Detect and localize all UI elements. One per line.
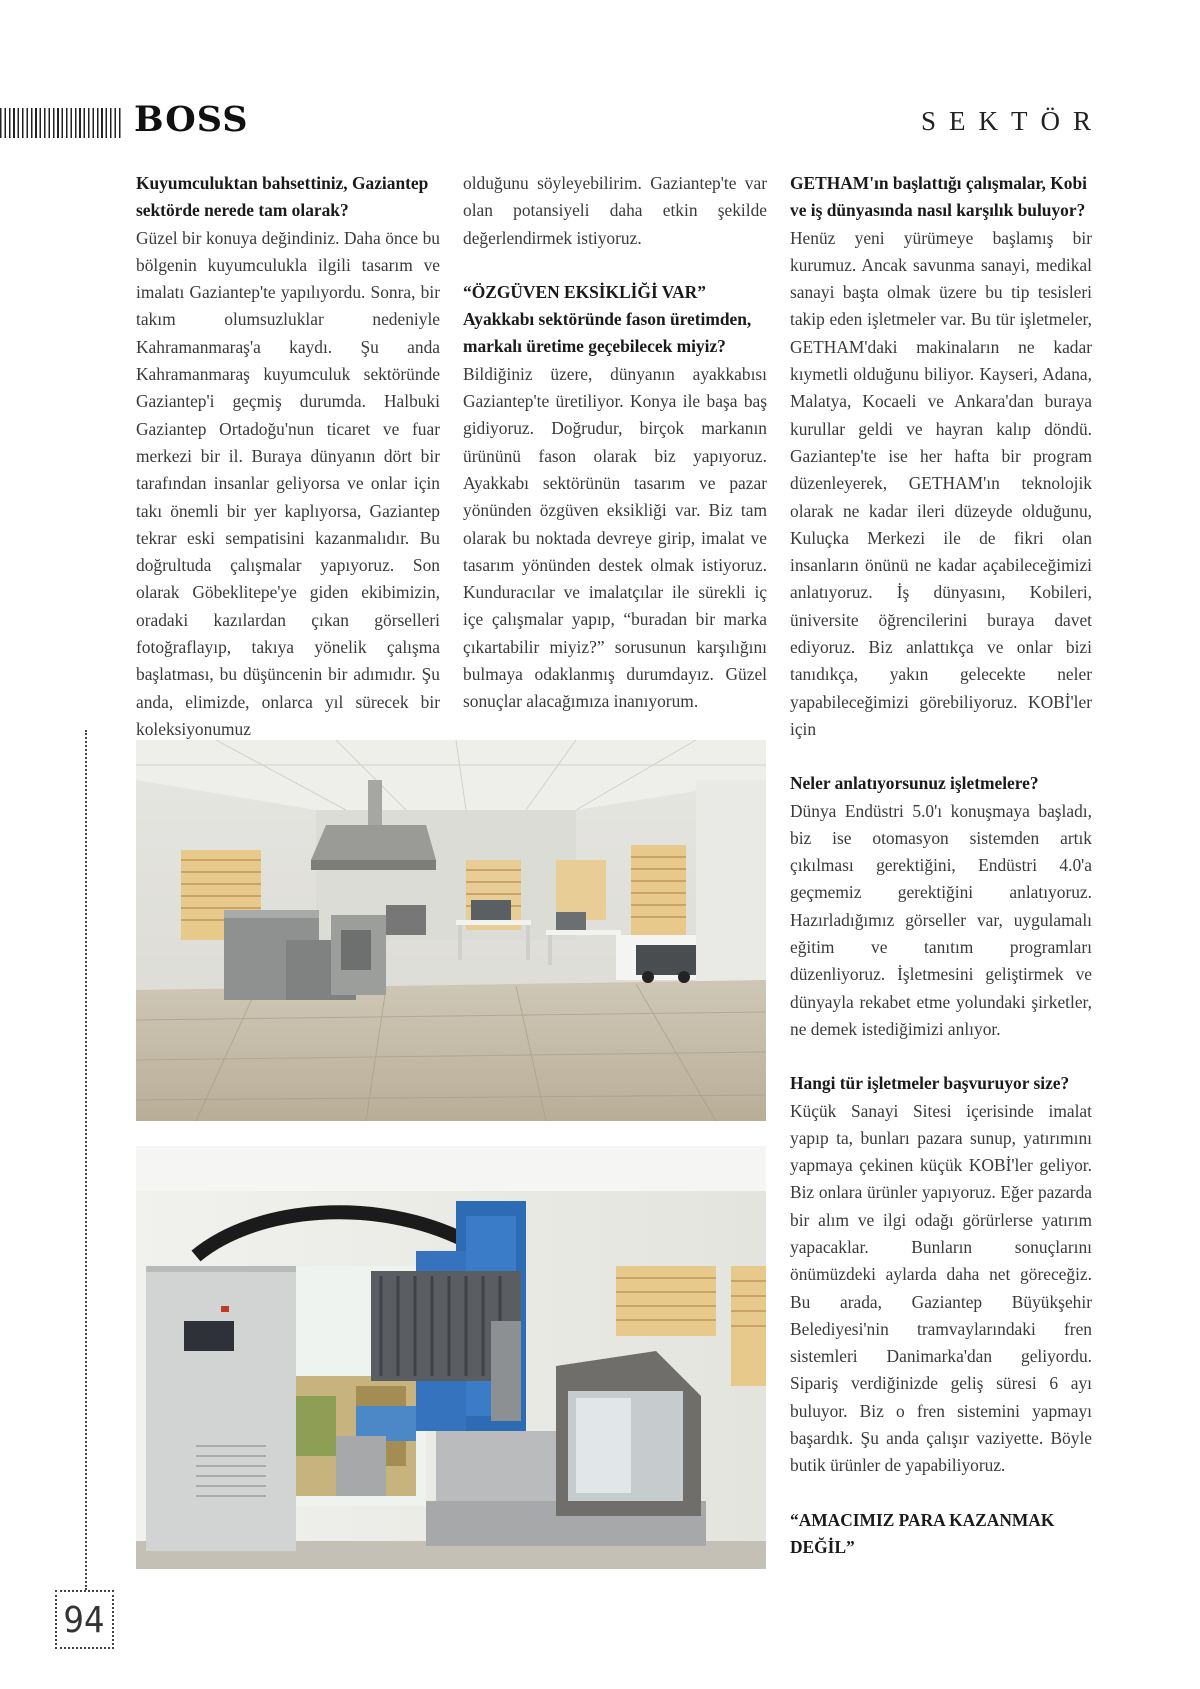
interview-question: Kuyumculuktan bahsettiniz, Gaziantep sektörde nerede tam olarak? <box>136 173 429 221</box>
paragraph-gap <box>790 743 1092 770</box>
answer-paragraph: Güzel bir konuya değindiniz. Daha önce bu bölgenin kuyumculukla ilgili tasarım ve imalatı Gaziantep'te yapılıyordu. Sonra, bir takım olumsuzluklar nedeniyle Kahramanmaraş'a kaydı. Şu anda Kahramanmaraş kuyumculuk sektöründe Gaziantep'i geçmiş durumda. Halbuki Gaziantep Ortadoğu'nun ticaret ve fuar merkezi bir il. Buraya dünyanın dört bir tarafından insanlar geliyorsa ve onlar için takı önemli bir yer kaplıyorsa, Gaziantep tekrar eski sempatisini kazanmalıdır. Bu doğrultuda çalışmalar yapıyoruz. Son olarak Göbeklitepe'ye giden ekibimizin, oradaki kazılardan çıkan görselleri fotoğraflayıp, takıya yönelik çalışma başlatması, bu düşüncenin bir adımıdır. Şu anda, elimizde, onlarca yıl sürecek bir koleksiyonumuz <box>136 227 440 739</box>
section-title: SEKTÖR <box>920 106 1104 136</box>
subheading: “ÖZGÜVEN EKSİKLİĞİ VAR” <box>463 281 706 302</box>
answer-paragraph: Küçük Sanayi Sitesi içerisinde imalat yapıp ta, bunları pazara sunup, yatırımını yapmaya çekinen küçük KOBİ'ler geliyor. Biz onlara ürünler yapıyoruz. Eğer pazarda bir alım ve ilgi odağı görürlerse yatırım yapacaklar. Bunların sonuçlarını önümüzdeki aylarda daha net göreceğiz. Bu arada, Gaziantep Büyükşehir Belediyesi'nin tramvaylarındaki fren sistemleri Danimarka'dan geliyordu. Sipariş verdiğinizde geliş süresi 6 ayı buluyor. Biz o fren sistemini yapmayı başardık. Şu anda çalışır vaziyette. Böyle butik ürünler de yapabiliyoruz. <box>790 1100 1092 1476</box>
interview-question: Hangi tür işletmeler başvuruyor size? <box>790 1073 1070 1094</box>
barcode-decoration <box>0 108 122 138</box>
cnc-machine-photo <box>136 1146 766 1569</box>
lab-room-illustration <box>136 740 766 1121</box>
cnc-machine-illustration <box>136 1146 766 1569</box>
paragraph-gap <box>463 252 767 279</box>
subheading: “AMACIMIZ PARA KAZANMAK DEĞİL” <box>790 1509 1055 1557</box>
paragraph-gap <box>790 1043 1092 1070</box>
interview-question: Ayakkabı sektöründe fason üretimden, markalı üretime geçebilecek miyiz? <box>463 309 752 357</box>
answer-paragraph: Henüz yeni yürümeye başlamış bir kurumuz. Ancak savunma sanayi, medikal sanayi başta olmak üzere bu tip tesisleri takip eden işletmeler var. Bu tür işletmeler, GETHAM'daki makinaların ne kadar kıymetli olduğunu biliyor. Kayseri, Adana, Malatya, Kocaeli ve Ankara'dan buraya kurullar geldi ve hayran kalıp döndü. Gaziantep'te ise her hafta bir program düzenleyerek, GETHAM'ın teknolojik olarak ne kadar ileri düzeyde olduğunu, Kuluçka Merkezi ile de fikri olan insanların önünü ne kadar açabileceğimizi anlatıyoruz. İş dünyasını, Kobileri, üniversite öğrencilerini buraya davet ediyoruz. Biz anlattıkça ve onlar bizi tanıdıkça, yakın gelecekte neler yapabileceğimizi görebiliyoruz. KOBİ'ler için <box>790 227 1092 739</box>
interview-question: Neler anlatıyorsunuz işletmelere? <box>790 773 1039 794</box>
magazine-logo: BOSS <box>134 99 249 140</box>
interview-question: GETHAM'ın başlattığı çalışmalar, Kobi ve iş dünyasında nasıl karşılık buluyor? <box>790 173 1087 221</box>
dotted-margin-line <box>85 730 87 1590</box>
lab-room-photo <box>136 740 766 1121</box>
article-column-3 <box>790 170 1092 1561</box>
article-column-1 <box>136 170 440 743</box>
answer-paragraph: Bildiğiniz üzere, dünyanın ayakkabısı Gaziantep'te üretiliyor. Konya ile başa baş gidiyoruz. Doğrudur, birçok markanın ürününü fason olarak biz yapıyoruz. Ayakkabı sektörünün tasarım ve pazar yönünden özgüven eksikliği var. Biz tam olarak bu noktada devreye girip, imalat ve tasarım yönünden destek olmak istiyoruz. Kunduracılar ve imalatçılar ile sürekli iç içe çalışmalar yapıp, “buradan bir marka çıkartabilir miyiz?” sorusunun karşılığını bulmaya odaklanmış durumdayız. Güzel sonuçlar alacağımıza inanıyorum. <box>463 363 767 712</box>
paragraph-gap <box>790 1480 1092 1507</box>
page-number: 94 <box>63 1600 105 1641</box>
answer-paragraph: Dünya Endüstri 5.0'ı konuşmaya başladı, biz ise otomasyon sistemden artık çıkılması gerektiğini, Endüstri 4.0'a geçmemiz gerektiğini anlatıyoruz. Hazırladığımız görseller var, uygulamalı eğitim ve tanıtım programları düzenliyoruz. İşletmesini geliştirmek ve dünyayla rekabet etme yolundaki şirketler, ne demek istediğimizi anlıyor. <box>790 800 1092 1039</box>
article-column-2 <box>463 170 767 716</box>
answer-paragraph: olduğunu söyleyebilirim. Gaziantep'te var olan potansiyeli daha etkin şekilde değerlendirmek istiyoruz. <box>463 173 767 248</box>
